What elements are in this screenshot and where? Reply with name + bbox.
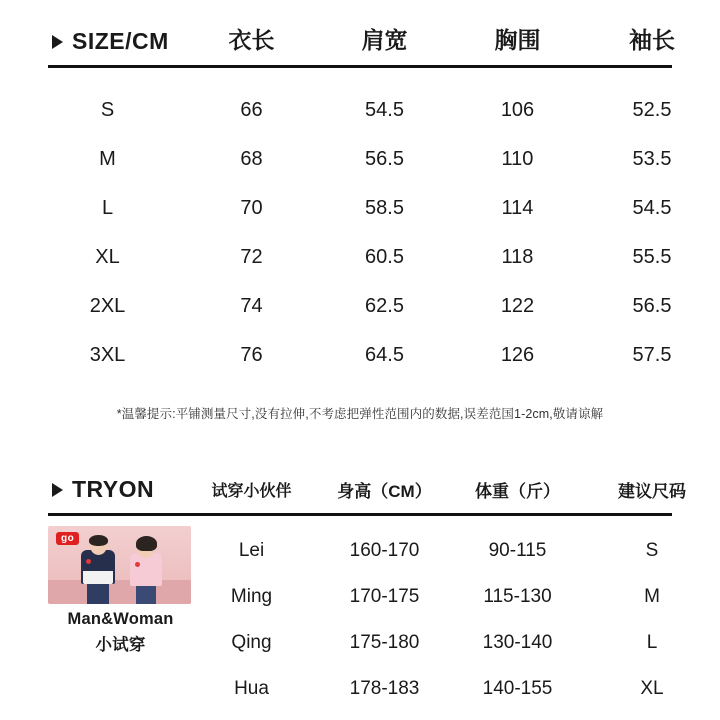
- tryon-column-header-weight: 体重（斤）: [475, 482, 560, 501]
- tryon-weight: 115-130: [483, 586, 552, 607]
- size-value: 106: [500, 99, 535, 121]
- table-row: [0, 184, 720, 233]
- tryon-table-body: [0, 516, 720, 712]
- size-value: 72: [240, 246, 263, 268]
- size-value: 55.5: [632, 246, 672, 268]
- tryon-recommended-size: L: [646, 632, 658, 653]
- size-value: 70: [240, 197, 263, 219]
- size-label: XL: [95, 246, 120, 268]
- size-value: 52.5: [632, 99, 672, 121]
- size-value: 118: [501, 246, 534, 268]
- model-photo-block: [48, 526, 193, 655]
- model-caption-line1: Man&Woman: [67, 610, 174, 628]
- table-row: [0, 86, 720, 135]
- tryon-column-header-size: 建议尺码: [618, 482, 686, 501]
- tryon-recommended-size: M: [644, 586, 660, 607]
- size-table-title-text: SIZE/CM: [72, 28, 169, 54]
- model-photo: [48, 526, 191, 604]
- model-caption-line2: 小试穿: [95, 636, 146, 654]
- size-label: 2XL: [89, 295, 126, 317]
- size-value: 56.5: [365, 148, 404, 170]
- size-value: 110: [501, 148, 534, 170]
- tryon-table-title: [0, 476, 185, 503]
- tryon-height: 175-180: [349, 632, 420, 653]
- triangle-right-icon: [52, 35, 63, 49]
- size-value: 114: [501, 197, 534, 219]
- tryon-table-title-text: TRYON: [72, 476, 155, 502]
- size-value: 53.5: [632, 148, 672, 170]
- size-value: 64.5: [365, 344, 404, 366]
- measurement-note: *温馨提示:平铺测量尺寸,没有拉伸,不考虑把弹性范围内的数据,误差范国1-2cm,敬请谅解: [116, 407, 604, 421]
- size-label: S: [100, 99, 115, 121]
- size-label: M: [99, 148, 116, 170]
- tryon-table-section: [0, 462, 720, 712]
- size-value: 54.5: [632, 197, 672, 219]
- tryon-table-header: [0, 462, 720, 513]
- table-row: [0, 331, 720, 380]
- size-value: 58.5: [365, 197, 404, 219]
- tryon-height: 170-175: [349, 586, 420, 607]
- table-row: [0, 233, 720, 282]
- model-man: [74, 538, 122, 604]
- size-value: 76: [240, 344, 263, 366]
- size-label: 3XL: [89, 344, 126, 366]
- size-table-header: [0, 0, 720, 65]
- size-value: 126: [500, 344, 535, 366]
- size-value: 60.5: [365, 246, 404, 268]
- tryon-name: Lei: [238, 540, 265, 561]
- tryon-weight: 130-140: [482, 632, 553, 653]
- size-value: 62.5: [365, 295, 404, 317]
- triangle-right-icon: [52, 483, 63, 497]
- tryon-column-header-height: 身高（CM）: [337, 482, 432, 501]
- tryon-height: 160-170: [349, 540, 420, 561]
- list-item: [0, 666, 720, 712]
- size-value: 66: [240, 99, 263, 121]
- model-woman: [122, 540, 170, 604]
- tryon-recommended-size: XL: [640, 678, 664, 699]
- size-label: L: [101, 197, 114, 219]
- size-value: 57.5: [632, 344, 672, 366]
- tryon-recommended-size: S: [645, 540, 659, 561]
- tryon-weight: 90-115: [488, 540, 547, 561]
- table-row: [0, 282, 720, 331]
- size-value: 68: [240, 148, 263, 170]
- tryon-name: Qing: [231, 632, 272, 653]
- size-column-header-1: 衣长: [228, 27, 275, 53]
- size-column-header-3: 胸围: [494, 27, 541, 53]
- tryon-subtitle: 试穿小伙伴: [211, 483, 292, 500]
- go-badge: go: [56, 532, 79, 545]
- tryon-name: Hua: [234, 678, 269, 699]
- size-value: 56.5: [632, 295, 672, 317]
- size-column-header-4: 袖长: [629, 27, 675, 53]
- size-value: 54.5: [365, 99, 404, 121]
- table-row: [0, 135, 720, 184]
- tryon-weight: 140-155: [482, 678, 553, 699]
- size-value: 122: [500, 295, 535, 317]
- size-table-title: [0, 28, 185, 55]
- tryon-name: Ming: [230, 586, 273, 607]
- size-column-header-2: 肩宽: [361, 27, 408, 53]
- size-value: 74: [240, 295, 263, 317]
- tryon-height: 178-183: [349, 678, 420, 699]
